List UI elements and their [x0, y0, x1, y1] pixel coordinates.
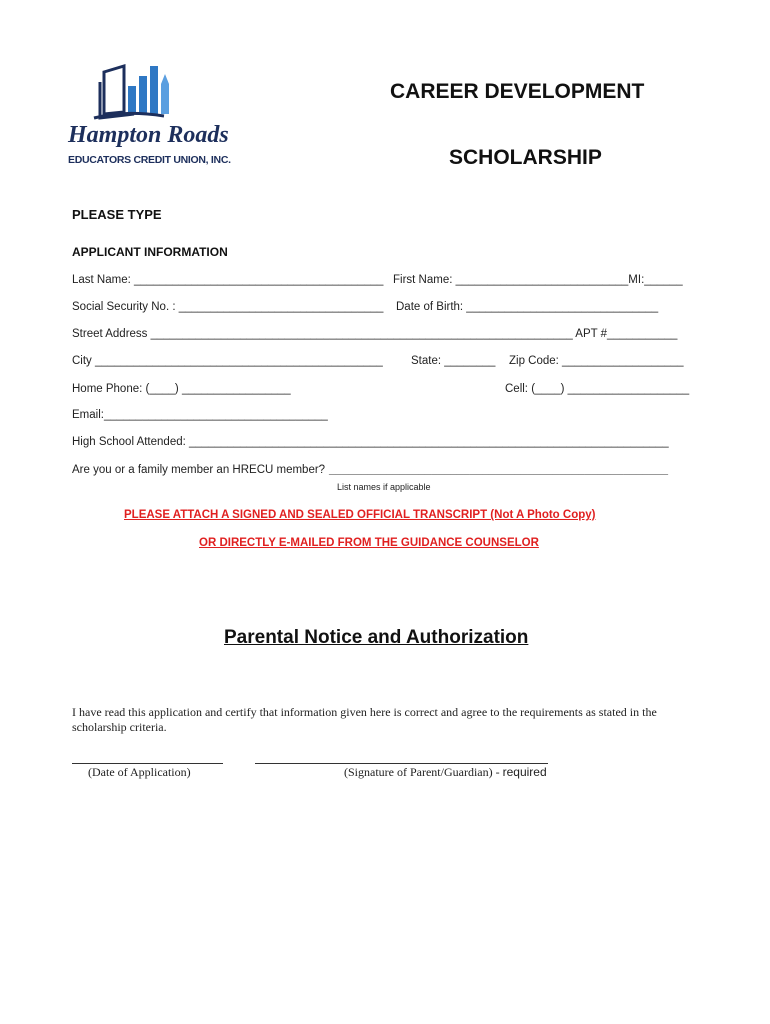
please-type-heading: PLEASE TYPE [72, 207, 162, 222]
certification-text-line2: scholarship criteria. [72, 720, 167, 734]
transcript-notice-line1: PLEASE ATTACH A SIGNED AND SEALED OFFICIAL TRANSCRIPT (Not A Photo Copy) [124, 509, 596, 521]
applicant-info-heading: APPLICANT INFORMATION [72, 245, 228, 259]
zip-code-field[interactable]: Zip Code: ___________________ [509, 355, 684, 367]
hrecu-logo [64, 62, 231, 172]
logo-brand-subtitle: EDUCATORS CREDIT UNION, INC. [68, 154, 231, 166]
email-field[interactable]: Email:___________________________________ [72, 409, 328, 421]
date-of-birth-field[interactable]: Date of Birth: ______________________________ [396, 301, 659, 313]
state-field[interactable]: State: ________ [411, 355, 496, 367]
page-title-line2: SCHOLARSHIP [449, 146, 602, 169]
certification-text-line1: I have read this application and certify that information given here is correct and agree to the requirements as stated in the [72, 705, 657, 719]
parental-notice-title: Parental Notice and Authorization [224, 627, 529, 648]
member-names-field[interactable]: _____________________________________________________ [329, 464, 668, 476]
required-text: required [502, 765, 547, 779]
ssn-field[interactable]: Social Security No. : ________________________________ [72, 301, 384, 313]
last-name-field[interactable]: Last Name: _______________________________________ [72, 274, 384, 286]
parent-signature-line[interactable] [255, 763, 548, 764]
date-of-application-label: (Date of Application) [88, 765, 191, 779]
high-school-field[interactable]: High School Attended: ___________________________________________________________________________ [72, 436, 669, 448]
first-name-mi-field[interactable]: First Name: ___________________________MI:______ [393, 274, 683, 286]
city-field[interactable]: City _____________________________________________ [72, 355, 383, 367]
page-title-line1: CAREER DEVELOPMENT [390, 80, 645, 103]
signature-label-text: (Signature of Parent/Guardian) - [344, 765, 500, 779]
cell-phone-field[interactable]: Cell: (____) ___________________ [505, 383, 690, 395]
list-names-hint: List names if applicable [337, 482, 431, 492]
logo-brand-name: Hampton Roads [68, 122, 229, 148]
transcript-notice-line2: OR DIRECTLY E-MAILED FROM THE GUIDANCE COUNSELOR [199, 537, 539, 549]
street-address-field[interactable]: Street Address __________________________________________________________________ APT #___________ [72, 328, 678, 340]
home-phone-field[interactable]: Home Phone: (____) _________________ [72, 383, 291, 395]
date-of-application-line[interactable] [72, 763, 223, 764]
signature-label [344, 765, 547, 780]
member-question-label: Are you or a family member an HRECU member? [72, 464, 326, 476]
